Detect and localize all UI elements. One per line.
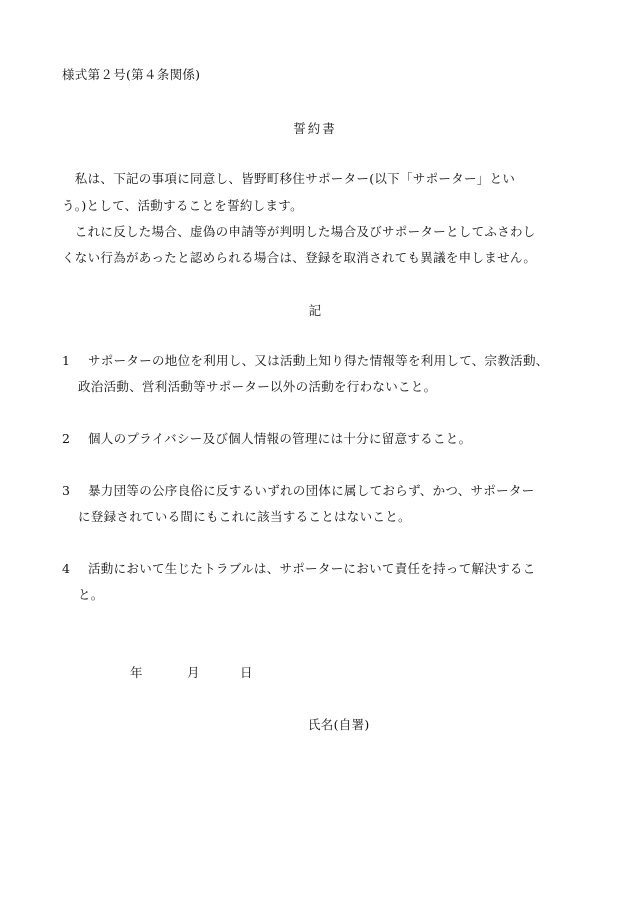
- intro-text-line: これに反した場合、虚偽の申請等が判明した場合及びサポーターとしてふさわし: [62, 224, 536, 239]
- intro-text-line: う。)として、活動することを誓約します。: [62, 198, 303, 213]
- document-title: 誓約書: [293, 121, 337, 136]
- item-text: 個人のプライバシー及び個人情報の管理には十分に留意すること。: [88, 431, 472, 446]
- item-text-continuation: 政治活動、営利活動等サポーター以外の活動を行わないこと。: [78, 379, 437, 394]
- date-month-label: 月: [187, 665, 200, 680]
- item-text: 活動において生じたトラブルは、サポーターにおいて責任を持って解決するこ: [88, 561, 536, 576]
- date-day-label: 日: [240, 665, 253, 680]
- signature-label: 氏名(自署): [308, 717, 370, 732]
- item-text-continuation: と。: [78, 587, 104, 602]
- intro-text-line: くない行為があったと認められる場合は、登録を取消されても異議を申しません。: [62, 250, 537, 265]
- item-number: 4: [62, 561, 71, 576]
- item-number: 2: [62, 431, 71, 446]
- item-number: 3: [62, 483, 71, 498]
- section-mark: 記: [308, 303, 322, 318]
- pledge-item-2: [62, 430, 471, 448]
- item-text-continuation: に登録されている間にもこれに該当することはないこと。: [78, 509, 411, 524]
- item-text: 暴力団等の公序良俗に反するいずれの団体に属しておらず、かつ、サポーター: [88, 483, 535, 498]
- pledge-item-1: [62, 352, 549, 370]
- pledge-item-3: [62, 482, 535, 500]
- date-year-label: 年: [130, 665, 143, 680]
- pledge-item-4: [62, 560, 536, 578]
- item-number: 1: [62, 353, 71, 368]
- intro-text-line: 私は、下記の事項に同意し、皆野町移住サポーター(以下「サポーター」とい: [62, 171, 516, 186]
- item-text: サポーターの地位を利用し、又は活動上知り得た情報等を利用して、宗教活動、: [88, 353, 549, 368]
- form-number-label: 様式第２号(第４条関係): [62, 67, 201, 82]
